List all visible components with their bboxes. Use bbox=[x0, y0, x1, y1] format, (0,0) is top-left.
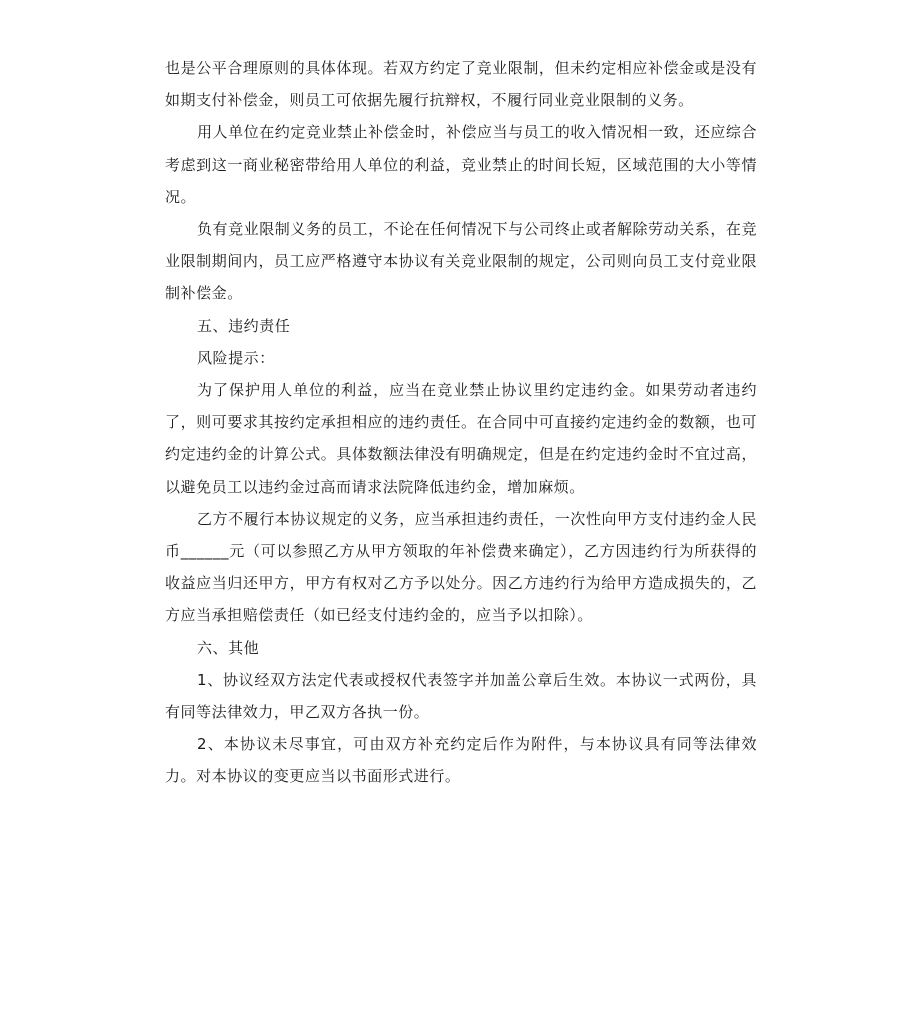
clause-2: 2、本协议未尽事宜，可由双方补充约定后作为附件，与本协议具有同等法律效力。对本协议的变更应当以书面形式进行。 bbox=[165, 735, 757, 786]
paragraph-penalty: 乙方不履行本协议规定的义务，应当承担违约责任，一次性向甲方支付违约金人民币______元（可以参照乙方从甲方领取的年补偿费来确定），乙方因违约行为所获得的收益应当归还甲方，甲方有权对乙方予以处分。因乙方违约行为给甲方造成损失的，乙方应当承担赔偿责任（如已经支付违约金的，应当予以扣除）。 bbox=[165, 509, 757, 625]
document-body bbox=[165, 52, 757, 793]
paragraph-continuation: 也是公平合理原则的具体体现。若双方约定了竞业限制，但未约定相应补偿金或是没有如期支付补偿金，则员工可依据先履行抗辩权，不履行同业竞业限制的义务。 bbox=[165, 59, 757, 110]
risk-tip-label: 风险提示： bbox=[197, 348, 275, 367]
clause-1: 1、协议经双方法定代表或授权代表签字并加盖公章后生效。本协议一式两份，具有同等法律效力，甲乙双方各执一份。 bbox=[165, 670, 757, 722]
section-heading-liability: 五、违约责任 bbox=[197, 316, 291, 335]
paragraph-risk-tip: 为了保护用人单位的利益，应当在竞业禁止协议里约定违约金。如果劳动者违约了，则可要求其按约定承担相应的违约责任。在合同中可直接约定违约金的数额，也可约定违约金的计算公式。具体数额法律没有明确规定，但是在约定违约金时不宜过高，以避免员工以违约金过高而请求法院降低违约金，增加麻烦。 bbox=[165, 381, 757, 496]
paragraph-compensation: 用人单位在约定竞业禁止补偿金时，补偿应当与员工的收入情况相一致，还应综合考虑到这一商业秘密带给用人单位的利益，竞业禁止的时间长短，区域范围的大小等情况。 bbox=[165, 123, 757, 206]
paragraph-obligation: 负有竞业限制义务的员工，不论在任何情况下与公司终止或者解除劳动关系，在竞业限制期间内，员工应严格遵守本协议有关竞业限制的规定，公司则向员工支付竞业限制补偿金。 bbox=[165, 220, 757, 303]
section-heading-other: 六、其他 bbox=[197, 638, 260, 657]
